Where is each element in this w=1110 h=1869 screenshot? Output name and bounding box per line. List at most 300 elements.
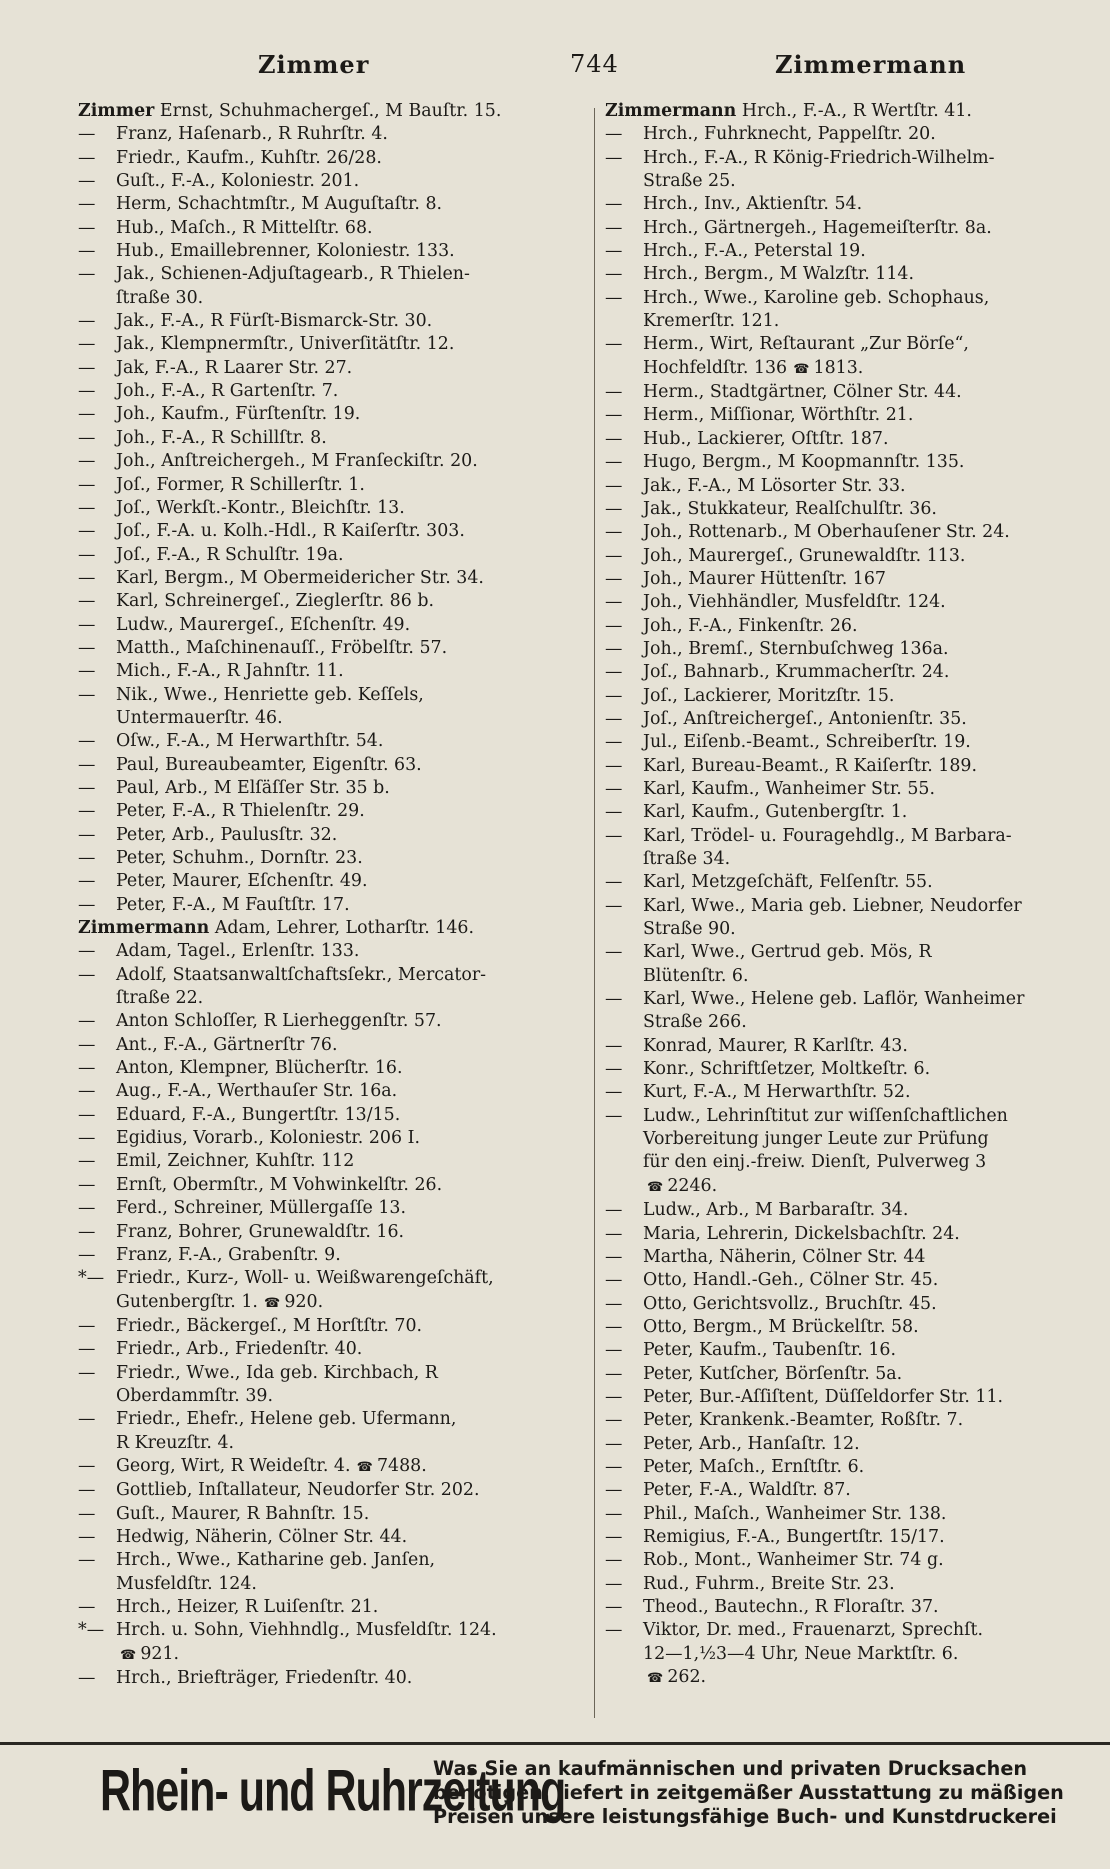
ditto-dash: —: [78, 1668, 96, 1689]
ditto-dash: —: [605, 1340, 623, 1361]
ditto-dash: —: [605, 428, 623, 449]
ditto-dash: —: [605, 1620, 623, 1641]
directory-entry: [78, 1643, 588, 1667]
directory-entry: [605, 310, 1110, 333]
entry-text: Joſ., Bahnarb., Krummacherſtr. 24.: [643, 662, 950, 683]
ditto-dash: —: [605, 124, 623, 145]
ditto-dash: —: [605, 825, 623, 846]
header-left-keyword: Zimmer: [258, 50, 370, 79]
telephone-icon: ☎: [261, 1295, 281, 1311]
entry-text: Joſ., F.-A., R Schulſtr. 19a.: [116, 544, 344, 565]
ditto-dash: —: [605, 1105, 623, 1126]
surname: Zimmer: [78, 101, 155, 121]
entry-text: Guſt., F.-A., Koloniestr. 201.: [116, 171, 360, 192]
entry-text: Hub., Lackierer, Oſtſtr. 187.: [643, 428, 889, 449]
phone-number: 1813.: [813, 357, 864, 378]
entry-text: Hrch., Wwe., Katharine geb. Janſen,: [116, 1550, 436, 1571]
ad-line-3: Preisen unsere leistungsfähige Buch- und Kunstdruckerei: [433, 1805, 1057, 1828]
directory-entry: [78, 1034, 588, 1057]
directory-entry: [605, 1573, 1110, 1596]
ditto-dash: —: [78, 404, 96, 425]
entry-text: Joh., Bremſ., Sternbuſchweg 136a.: [643, 638, 949, 659]
directory-entry: [605, 1549, 1110, 1572]
directory-entry: [78, 847, 588, 870]
directory-entry: [605, 1619, 1110, 1642]
directory-entry: [78, 450, 588, 473]
directory-entry: [605, 381, 1110, 404]
ditto-dash: —: [78, 171, 96, 192]
entry-text: Oberdammſtr. 39.: [116, 1385, 274, 1406]
directory-entry: [605, 778, 1110, 801]
entry-text: Peter, Bur.-Aſſiſtent, Düſſeldorfer Str. 11.: [643, 1386, 1004, 1407]
directory-entry: [605, 941, 1110, 964]
directory-entry: [78, 1667, 588, 1690]
ditto-dash: —: [605, 708, 623, 729]
ditto-dash: —: [78, 544, 96, 565]
ditto-dash: —: [78, 567, 96, 588]
ditto-dash: —: [605, 802, 623, 823]
entry-text: Friedr., Wwe., Ida geb. Kirchbach, R: [116, 1362, 438, 1383]
directory-entry: [605, 1199, 1110, 1222]
entry-text: Hrch., Gärtnergeh., Hagemeiſterſtr. 8a.: [643, 217, 992, 238]
directory-entry: [605, 357, 1110, 381]
entry-text: Hrch. u. Sohn, Viehhndlg., Musfeldſtr. 124.: [116, 1620, 497, 1641]
ditto-dash: —: [78, 637, 96, 658]
entry-text: Franz, F.-A., Grabenſtr. 9.: [116, 1244, 341, 1265]
entry-text: Hrch., Bergm., M Walzſtr. 114.: [643, 264, 914, 285]
entry-text: Peter, Arb., Paulusſtr. 32.: [116, 824, 338, 845]
entry-text: Friedr., Arb., Friedenſtr. 40.: [116, 1339, 363, 1360]
entry-text: Herm., Wirt, Reſtaurant „Zur Börſe“,: [643, 334, 969, 355]
directory-entry: [605, 1433, 1110, 1456]
ditto-dash: —: [78, 1526, 96, 1547]
ditto-dash: —: [78, 264, 96, 285]
entry-text: Jak., Schienen-Adjuſtagearb., R Thielen-: [116, 264, 470, 285]
ditto-dash: —: [78, 1081, 96, 1102]
directory-entry: [78, 637, 588, 660]
entry-text: Straße 266.: [643, 1012, 747, 1033]
ditto-dash: *—: [78, 1268, 105, 1289]
ditto-dash: —: [605, 1082, 623, 1103]
ditto-dash: —: [605, 522, 623, 543]
entry-text: Joſ., Werkſt.-Kontr., Bleichſtr. 13.: [116, 497, 405, 518]
ditto-dash: —: [78, 1480, 96, 1501]
directory-entry: [78, 1291, 588, 1315]
directory-entry: [78, 1174, 588, 1197]
ditto-dash: —: [605, 1200, 623, 1221]
entry-text: Theod., Bautechn., R Floraſtr. 37.: [643, 1597, 939, 1617]
entry-text: Karl, Schreinergeſ., Zieglerſtr. 86 b.: [116, 591, 434, 612]
entry-text: Konrad, Maurer, R Karlſtr. 43.: [643, 1035, 908, 1056]
directory-entry: [605, 1269, 1110, 1292]
ditto-dash: —: [605, 989, 623, 1010]
directory-entry: [605, 1175, 1110, 1199]
ditto-dash: —: [605, 1293, 623, 1314]
ditto-dash: —: [605, 264, 623, 285]
entry-text: Kurt, F.-A., M Herwarthſtr. 52.: [643, 1082, 911, 1103]
directory-entry: [78, 333, 588, 356]
directory-entry: [605, 287, 1110, 310]
ditto-dash: —: [78, 614, 96, 635]
ditto-dash: —: [78, 1128, 96, 1149]
directory-entry: [78, 1010, 588, 1033]
directory-entry: [78, 1221, 588, 1244]
directory-entry: [78, 1362, 588, 1385]
surname: Zimmermann: [605, 101, 737, 121]
ditto-dash: —: [605, 1035, 623, 1056]
directory-entry: [78, 263, 588, 286]
ditto-dash: —: [605, 545, 623, 566]
ditto-dash: —: [78, 357, 96, 378]
entry-text: für den einj.-freiw. Dienſt, Pulverweg 3: [643, 1152, 987, 1173]
ditto-dash: —: [78, 1011, 96, 1032]
ditto-dash: —: [78, 1058, 96, 1079]
directory-entry: [605, 521, 1110, 544]
ditto-dash: —: [78, 474, 96, 495]
ditto-dash: —: [605, 1526, 623, 1547]
entry-text: Aug., F.-A., Werthauſer Str. 16a.: [116, 1081, 398, 1102]
entry-text: Jul., Eiſenb.-Beamt., Schreiberſtr. 19.: [643, 732, 971, 753]
directory-entry: [78, 147, 588, 170]
entry-text: Ferd., Schreiner, Müllergaſſe 13.: [116, 1198, 406, 1219]
entry-text: Rud., Fuhrm., Breite Str. 23.: [643, 1573, 895, 1594]
phone-number: 262.: [667, 1667, 707, 1688]
ditto-dash: —: [78, 1151, 96, 1172]
entry-text: Karl, Kaufm., Gutenbergſtr. 1.: [643, 802, 908, 823]
directory-entry: [78, 1197, 588, 1220]
entry-text: R Kreuzſtr. 4.: [116, 1432, 235, 1453]
entry-text: Jak., F.-A., M Lösorter Str. 33.: [643, 475, 906, 496]
entry-text: Peter, Maurer, Eſchenſtr. 49.: [116, 871, 368, 892]
directory-entry: [78, 1338, 588, 1361]
directory-entry: [605, 451, 1110, 474]
ditto-dash: —: [605, 382, 623, 403]
entry-text: Karl, Wwe., Maria geb. Liebner, Neudorfer: [643, 895, 1022, 916]
entry-text: Viktor, Dr. med., Frauenarzt, Sprechſt.: [643, 1620, 984, 1641]
telephone-icon: ☎: [647, 1179, 664, 1195]
entry-text: Rob., Mont., Wanheimer Str. 74 g.: [643, 1550, 944, 1571]
surname: Zimmermann: [78, 918, 210, 939]
directory-entry: [78, 544, 588, 567]
entry-text: Joh., Maurer Hüttenſtr. 167: [643, 568, 886, 589]
directory-entry: [605, 825, 1110, 848]
entry-text: Otto, Bergm., M Brückelſtr. 58.: [643, 1316, 919, 1337]
surname-entry-text: Zimmermann Hrch., F.-A., R Wertſtr. 41.: [605, 101, 972, 121]
directory-entry: [605, 1081, 1110, 1104]
ditto-dash: —: [605, 755, 623, 776]
entry-text: Musfeldſtr. 124.: [116, 1573, 257, 1594]
directory-entry: [78, 240, 588, 263]
directory-entry: [605, 475, 1110, 498]
entry-text: Peter, Maſch., Ernſtſtr. 6.: [643, 1456, 865, 1477]
directory-entry: [78, 474, 588, 497]
entry-text: Joſ., Former, R Schillerſtr. 1.: [116, 474, 365, 495]
ditto-dash: —: [605, 1550, 623, 1571]
page-number: 744: [570, 50, 619, 78]
entry-text: Friedr., Ehefr., Helene geb. Ufermann,: [116, 1409, 457, 1430]
entry-text: Martha, Näherin, Cölner Str. 44: [643, 1246, 926, 1267]
entry-text: Konr., Schriftſetzer, Moltkeſtr. 6.: [643, 1059, 931, 1080]
directory-entry: [78, 380, 588, 403]
directory-entry: [78, 1408, 588, 1431]
directory-entry: [78, 170, 588, 193]
entry-text: Jak., Klempnermſtr., Univerſitätſtr. 12.: [116, 334, 455, 355]
ditto-dash: —: [605, 1573, 623, 1594]
entry-text: Paul, Bureaubeamter, Eigenſtr. 63.: [116, 754, 422, 775]
entry-text: Karl, Bureau-Beamt., R Kaiſerſtr. 189.: [643, 755, 978, 776]
ad-text: [433, 1757, 1110, 1829]
ditto-dash: —: [78, 521, 96, 542]
ditto-dash: —: [605, 405, 623, 426]
ditto-dash: —: [605, 568, 623, 589]
ditto-dash: —: [605, 147, 623, 168]
directory-entry: [605, 333, 1110, 356]
directory-entry: [605, 1151, 1110, 1174]
directory-entry: [605, 801, 1110, 824]
entry-text: Hub., Maſch., R Mittelſtr. 68.: [116, 217, 373, 238]
ditto-dash: —: [78, 1409, 96, 1430]
directory-entry: [78, 1080, 588, 1103]
ad-line-1: Was Sie an kaufmännischen und privaten Drucksachen: [433, 1757, 1028, 1780]
ditto-dash: —: [605, 1433, 623, 1454]
entry-text: Friedr., Kaufm., Kuhſtr. 26/28.: [116, 147, 382, 168]
directory-entry: [605, 1128, 1110, 1151]
ditto-dash: —: [605, 592, 623, 613]
ditto-dash: —: [605, 1503, 623, 1524]
right-column: [605, 100, 1110, 1690]
entry-text: Ernſt, Obermſtr., M Vohwinkelſtr. 26.: [116, 1174, 443, 1195]
entry-text: Straße 90.: [643, 919, 736, 940]
directory-entry: [78, 917, 588, 940]
directory-entry: [605, 638, 1110, 661]
entry-text: Joh., Viehhändler, Musfeldſtr. 124.: [643, 592, 946, 613]
ditto-dash: —: [78, 1315, 96, 1336]
entry-text: Hrch., Fuhrknecht, Pappelſtr. 20.: [643, 124, 936, 145]
ditto-dash: —: [605, 498, 623, 519]
entry-text: Peter, Krankenk.-Beamter, Roßſtr. 7.: [643, 1410, 964, 1431]
entry-text: Joſ., Anſtreichergeſ., Antonienſtr. 35.: [643, 708, 967, 729]
directory-entry: [605, 1409, 1110, 1432]
directory-entry: [605, 1596, 1110, 1619]
directory-entry: [78, 1104, 588, 1127]
directory-entry: [78, 1244, 588, 1267]
directory-entry: [605, 895, 1110, 918]
directory-entry: [605, 1105, 1110, 1128]
ditto-dash: —: [605, 1059, 623, 1080]
ditto-dash: —: [78, 1104, 96, 1125]
telephone-icon: ☎: [120, 1647, 137, 1663]
directory-entry: [78, 987, 588, 1010]
ditto-dash: —: [78, 894, 96, 915]
ditto-dash: —: [78, 241, 96, 262]
ditto-dash: —: [78, 754, 96, 775]
entry-text: Peter, Kaufm., Taubenſtr. 16.: [643, 1340, 897, 1361]
entry-text: ſtraße 30.: [116, 287, 204, 308]
ditto-dash: —: [78, 1221, 96, 1242]
directory-entry: [605, 240, 1110, 263]
ditto-dash: —: [78, 497, 96, 518]
directory-entry: [78, 824, 588, 847]
ditto-dash: —: [605, 241, 623, 262]
ditto-dash: —: [78, 194, 96, 215]
entry-text: Hrch., Heizer, R Luiſenſtr. 21.: [116, 1597, 379, 1617]
directory-entry: [605, 100, 1110, 123]
phone-number: 920.: [284, 1291, 324, 1312]
entry-text: Ludw., Maurergeſ., Eſchenſtr. 49.: [116, 614, 411, 635]
entry-text: Otto, Handl.-Geh., Cölner Str. 45.: [643, 1270, 939, 1291]
directory-entry: [78, 1267, 588, 1290]
ditto-dash: —: [605, 732, 623, 753]
entry-text: Georg, Wirt, R Weideſtr. 4.: [116, 1455, 351, 1476]
directory-entry: [78, 310, 588, 333]
ditto-dash: —: [605, 1410, 623, 1431]
directory-entry: [605, 965, 1110, 988]
ditto-dash: —: [605, 638, 623, 659]
directory-entry: [605, 1386, 1110, 1409]
entry-text: Friedr., Kurz-, Woll- u. Weißwarengeſchäft,: [116, 1268, 494, 1289]
entry-text: Jak, F.-A., R Laarer Str. 27.: [116, 357, 353, 378]
directory-entry: [78, 1057, 588, 1080]
ditto-dash: —: [78, 1339, 96, 1360]
directory-entry: [605, 568, 1110, 591]
entry-text: Joh., F.-A., R Schillſtr. 8.: [116, 427, 327, 448]
header-right-keyword: Zimmermann: [775, 50, 967, 79]
entry-text: Hrch., F.-A., R König-Friedrich-Wilhelm-: [643, 147, 995, 168]
entry-text: Remigius, F.-A., Bungertſtr. 15/17.: [643, 1526, 945, 1547]
directory-entry: [605, 1339, 1110, 1362]
entry-text: Peter, F.-A., R Thielenſtr. 29.: [116, 801, 365, 822]
directory-entry: [78, 940, 588, 963]
entry-text: Mich., F.-A., R Jahnſtr. 11.: [116, 661, 344, 682]
directory-entry: [78, 660, 588, 683]
directory-entry: [605, 918, 1110, 941]
ditto-dash: —: [78, 1034, 96, 1055]
entry-text: Karl, Kaufm., Wanheimer Str. 55.: [643, 778, 935, 799]
directory-entry: [605, 1526, 1110, 1549]
entry-text: Eduard, F.-A., Bungertſtr. 13/15.: [116, 1104, 401, 1125]
ditto-dash: —: [78, 684, 96, 705]
entry-text: Karl, Bergm., M Obermeidericher Str. 34.: [116, 567, 484, 588]
directory-entry: [605, 1058, 1110, 1081]
entry-text: Joh., Anſtreichergeh., M Franſeckiſtr. 20.: [116, 451, 478, 472]
directory-entry: [78, 193, 588, 216]
ditto-dash: —: [78, 824, 96, 845]
directory-entry: [605, 848, 1110, 871]
directory-entry: [605, 755, 1110, 778]
directory-entry: [78, 1315, 588, 1338]
ditto-dash: —: [78, 1362, 96, 1383]
ditto-dash: —: [78, 1198, 96, 1219]
entry-text: Kremerſtr. 121.: [643, 311, 780, 332]
directory-entry: [605, 1035, 1110, 1058]
ditto-dash: —: [605, 1223, 623, 1244]
entry-text: Joh., Rottenarb., M Oberhauſener Str. 24.: [643, 522, 1010, 543]
directory-entry: [605, 170, 1110, 193]
directory-entry: [605, 404, 1110, 427]
telephone-icon: ☎: [647, 1671, 664, 1687]
entry-text: Hrch., Briefträger, Friedenſtr. 40.: [116, 1668, 413, 1689]
entry-text: ſtraße 34.: [643, 849, 731, 869]
entry-text: Peter, F.-A., M Fauſtſtr. 17.: [116, 894, 350, 915]
ditto-dash: —: [605, 334, 623, 355]
directory-entry: [78, 497, 588, 520]
directory-entry: [605, 428, 1110, 451]
entry-text: Nik., Wwe., Henriette geb. Keſſels,: [116, 684, 424, 705]
entry-text: Hedwig, Näherin, Cölner Str. 44.: [116, 1526, 408, 1547]
directory-entry: [78, 1127, 588, 1150]
directory-entry: [605, 1246, 1110, 1269]
ditto-dash: —: [78, 731, 96, 752]
ditto-dash: —: [605, 217, 623, 238]
entry-text: Joſ., Lackierer, Moritzſtr. 15.: [643, 685, 895, 706]
ditto-dash: —: [605, 942, 623, 963]
directory-entry: [605, 498, 1110, 521]
ditto-dash: —: [605, 287, 623, 308]
ditto-dash: —: [78, 147, 96, 168]
directory-entry: [605, 731, 1110, 754]
entry-text: Joh., Kaufm., Fürſtenſtr. 19.: [116, 404, 361, 425]
ditto-dash: —: [605, 1597, 623, 1617]
directory-entry: [78, 1455, 588, 1479]
entry-text: Franz, Bohrer, Grunewaldſtr. 16.: [116, 1221, 405, 1242]
ditto-dash: —: [78, 591, 96, 612]
directory-entry: [78, 1432, 588, 1455]
ditto-dash: —: [78, 848, 96, 868]
entry-text: Hub., Emaillebrenner, Koloniestr. 133.: [116, 241, 455, 262]
entry-text: Straße 25.: [643, 171, 736, 192]
phone-number: 921.: [140, 1643, 180, 1664]
directory-entry: [78, 287, 588, 310]
directory-entry: [78, 730, 588, 753]
directory-entry: [605, 1293, 1110, 1316]
ditto-dash: —: [605, 1480, 623, 1501]
ditto-dash: —: [78, 381, 96, 402]
entry-text: Untermauerſtr. 46.: [116, 707, 283, 728]
ditto-dash: —: [78, 311, 96, 332]
entry-text: Peter, Kutſcher, Börſenſtr. 5a.: [643, 1363, 903, 1384]
ditto-dash: —: [78, 1550, 96, 1571]
directory-entry: [78, 357, 588, 380]
entry-text: ſtraße 22.: [116, 988, 204, 1009]
directory-entry: [78, 1619, 588, 1642]
entry-text: Ludw., Arb., M Barbaraſtr. 34.: [643, 1200, 909, 1221]
directory-entry: [605, 217, 1110, 240]
directory-entry: [605, 871, 1110, 894]
entry-text: Herm., Miſſionar, Wörthſtr. 21.: [643, 405, 914, 426]
directory-entry: [78, 754, 588, 777]
ditto-dash: —: [605, 1270, 623, 1291]
directory-entry: [78, 567, 588, 590]
ad-logo: Rhein- und Ruhrzeitung: [100, 1759, 566, 1824]
directory-entry: [605, 1011, 1110, 1034]
directory-entry: [78, 707, 588, 730]
directory-entry: [78, 1549, 588, 1572]
entry-text: Phil., Maſch., Wanheimer Str. 138.: [643, 1503, 947, 1524]
directory-entry: [605, 263, 1110, 286]
entry-text: Guſt., Maurer, R Bahnſtr. 15.: [116, 1503, 370, 1524]
phone-number: 7488.: [376, 1455, 427, 1476]
ditto-dash: —: [605, 1246, 623, 1267]
ditto-dash: —: [78, 451, 96, 472]
entry-text: Friedr., Bäckergeſ., M Horſtſtr. 70.: [116, 1315, 423, 1336]
directory-entry: [78, 403, 588, 426]
entry-text: Joſ., F.-A. u. Kolh.-Hdl., R Kaiſerſtr. 303.: [116, 521, 465, 542]
directory-entry: [605, 661, 1110, 684]
surname-entry-text: Zimmer Ernst, Schuhmachergeſ., M Bauſtr. 15.: [78, 101, 502, 121]
ditto-dash: —: [78, 124, 96, 145]
ditto-dash: —: [78, 1597, 96, 1617]
directory-entry: [605, 193, 1110, 216]
